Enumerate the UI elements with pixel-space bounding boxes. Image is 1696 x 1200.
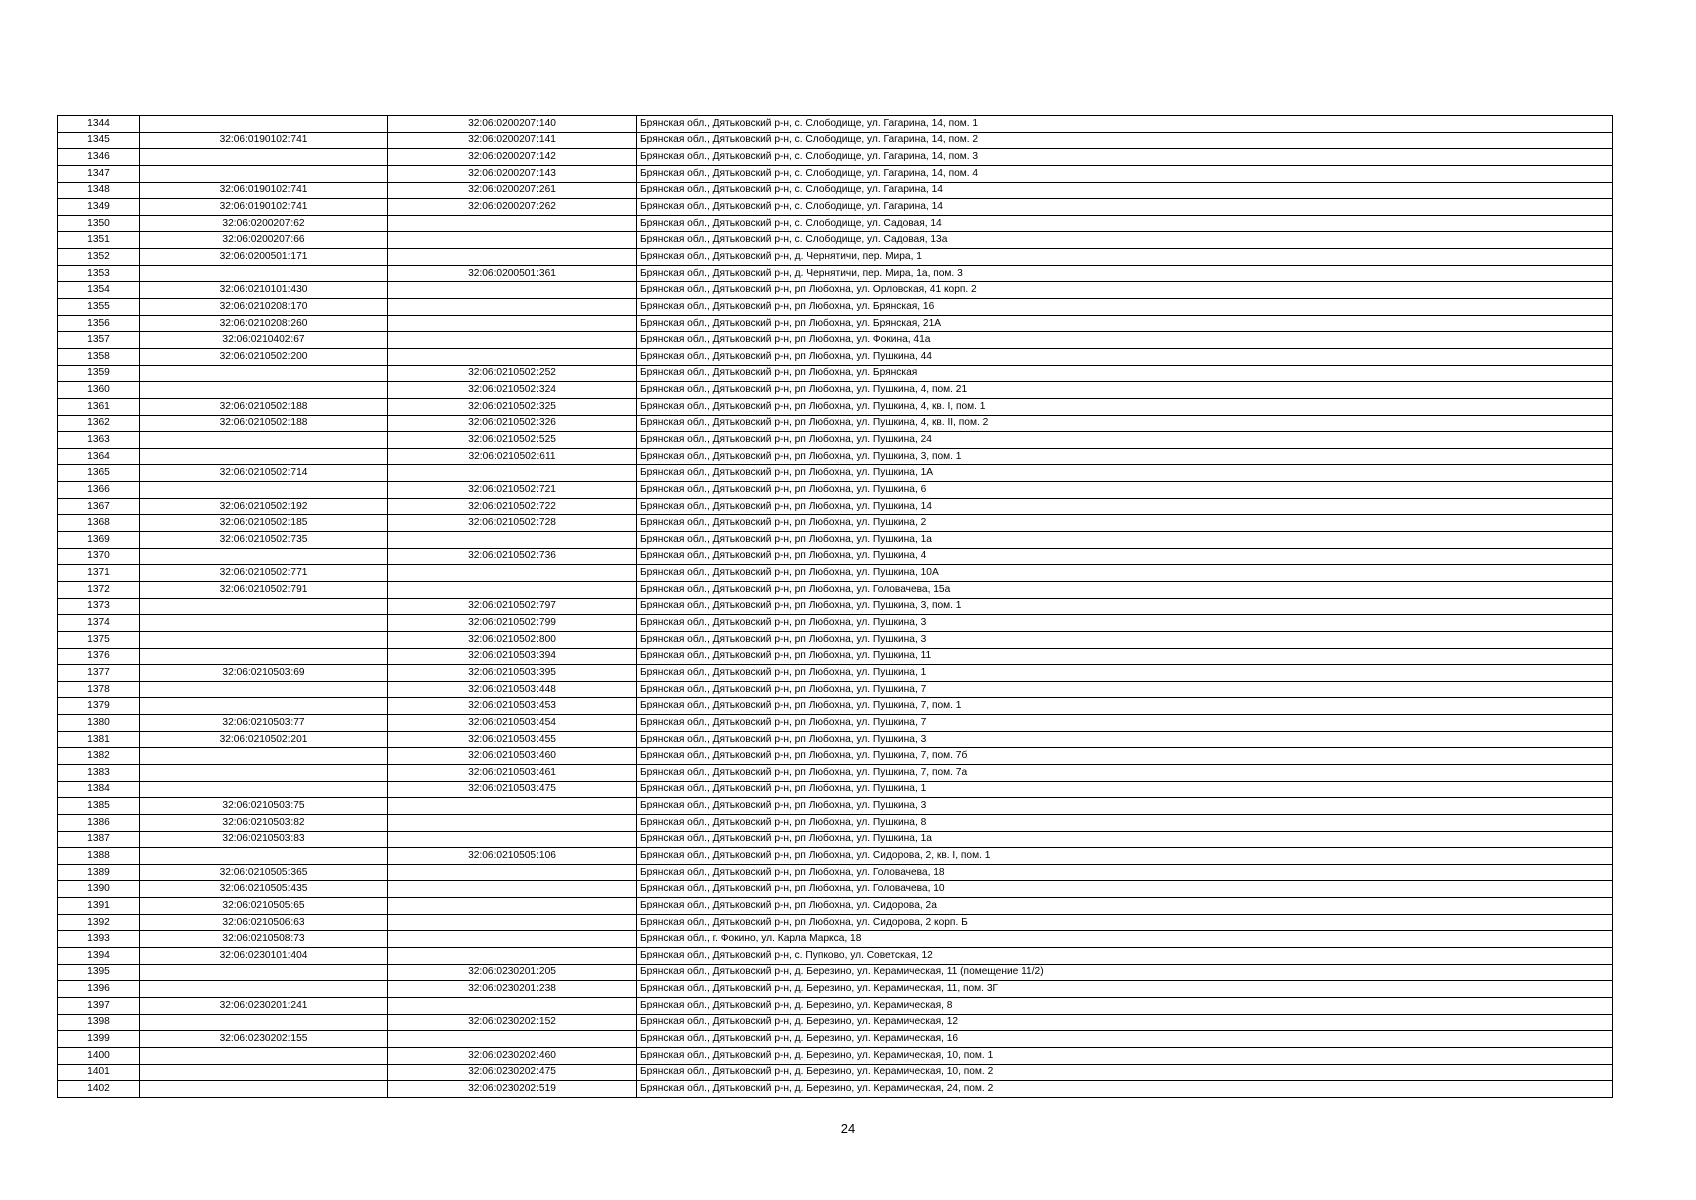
cadastral-number-2-cell: 32:06:0210502:252 xyxy=(388,365,637,382)
address-cell: Брянская обл., Дятьковский р-н, с. Пупково, ул. Советская, 12 xyxy=(637,948,1613,965)
cadastral-number-1-cell: 32:06:0210503:82 xyxy=(140,814,388,831)
cadastral-number-1-cell: 32:06:0210101:430 xyxy=(140,282,388,299)
table-row xyxy=(58,448,1613,465)
cadastral-number-1-cell: 32:06:0210502:188 xyxy=(140,415,388,432)
address-cell: Брянская обл., Дятьковский р-н, рп Любохна, ул. Пушкина, 14 xyxy=(637,498,1613,515)
address-cell: Брянская обл., Дятьковский р-н, с. Слободище, ул. Гагарина, 14, пом. 2 xyxy=(637,132,1613,149)
table-row xyxy=(58,648,1613,665)
cadastral-number-1-cell: 32:06:0210502:188 xyxy=(140,398,388,415)
cadastral-number-2-cell: 32:06:0210502:722 xyxy=(388,498,637,515)
row-number-cell: 1347 xyxy=(58,165,140,182)
cadastral-number-2-cell: 32:06:0210502:326 xyxy=(388,415,637,432)
row-number-cell: 1399 xyxy=(58,1031,140,1048)
row-number-cell: 1367 xyxy=(58,498,140,515)
row-number-cell: 1396 xyxy=(58,981,140,998)
cadastral-number-2-cell: 32:06:0210503:394 xyxy=(388,648,637,665)
address-cell: Брянская обл., Дятьковский р-н, с. Слободище, ул. Садовая, 14 xyxy=(637,215,1613,232)
cadastral-number-2-cell: 32:06:0210502:721 xyxy=(388,482,637,499)
cadastral-number-1-cell: 32:06:0210402:67 xyxy=(140,332,388,349)
cadastral-number-1-cell xyxy=(140,598,388,615)
cadastral-number-1-cell xyxy=(140,615,388,632)
cadastral-number-1-cell: 32:06:0210208:170 xyxy=(140,299,388,316)
table-row xyxy=(58,1081,1613,1098)
cadastral-number-2-cell: 32:06:0210502:325 xyxy=(388,398,637,415)
row-number-cell: 1369 xyxy=(58,532,140,549)
table-row xyxy=(58,332,1613,349)
row-number-cell: 1375 xyxy=(58,631,140,648)
cadastral-number-1-cell: 32:06:0210508:73 xyxy=(140,931,388,948)
cadastral-number-1-cell: 32:06:0190102:741 xyxy=(140,199,388,216)
cadastral-number-1-cell xyxy=(140,764,388,781)
row-number-cell: 1349 xyxy=(58,199,140,216)
cadastral-number-1-cell: 32:06:0190102:741 xyxy=(140,132,388,149)
row-number-cell: 1350 xyxy=(58,215,140,232)
cadastral-number-2-cell xyxy=(388,282,637,299)
address-cell: Брянская обл., Дятьковский р-н, рп Любохна, ул. Пушкина, 2 xyxy=(637,515,1613,532)
address-cell: Брянская обл., Дятьковский р-н, рп Любохна, ул. Головачева, 18 xyxy=(637,864,1613,881)
address-cell: Брянская обл., Дятьковский р-н, д. Березино, ул. Керамическая, 11 (помещение 11/2) xyxy=(637,964,1613,981)
address-cell: Брянская обл., Дятьковский р-н, рп Любохна, ул. Пушкина, 1 xyxy=(637,781,1613,798)
table-row xyxy=(58,565,1613,582)
cadastral-number-2-cell: 32:06:0210503:454 xyxy=(388,715,637,732)
table-row xyxy=(58,615,1613,632)
table-row xyxy=(58,265,1613,282)
registry-table-body xyxy=(58,116,1613,1098)
address-cell: Брянская обл., Дятьковский р-н, рп Любохна, ул. Пушкина, 8 xyxy=(637,814,1613,831)
cadastral-number-2-cell xyxy=(388,532,637,549)
cadastral-number-2-cell: 32:06:0210503:455 xyxy=(388,731,637,748)
table-row xyxy=(58,1064,1613,1081)
address-cell: Брянская обл., Дятьковский р-н, рп Любохна, ул. Пушкина, 4, кв. I, пом. 1 xyxy=(637,398,1613,415)
address-cell: Брянская обл., Дятьковский р-н, рп Любохна, ул. Пушкина, 3, пом. 1 xyxy=(637,448,1613,465)
table-row xyxy=(58,116,1613,133)
cadastral-number-1-cell xyxy=(140,648,388,665)
address-cell: Брянская обл., Дятьковский р-н, рп Любохна, ул. Пушкина, 44 xyxy=(637,348,1613,365)
address-cell: Брянская обл., Дятьковский р-н, рп Любохна, ул. Сидорова, 2а xyxy=(637,898,1613,915)
cadastral-number-1-cell xyxy=(140,116,388,133)
address-cell: Брянская обл., Дятьковский р-н, рп Любохна, ул. Пушкина, 7 xyxy=(637,715,1613,732)
row-number-cell: 1393 xyxy=(58,931,140,948)
table-row xyxy=(58,831,1613,848)
row-number-cell: 1370 xyxy=(58,548,140,565)
row-number-cell: 1373 xyxy=(58,598,140,615)
cadastral-number-2-cell xyxy=(388,881,637,898)
cadastral-number-1-cell xyxy=(140,631,388,648)
cadastral-number-2-cell: 32:06:0230202:519 xyxy=(388,1081,637,1098)
cadastral-number-1-cell xyxy=(140,482,388,499)
table-row xyxy=(58,848,1613,865)
row-number-cell: 1356 xyxy=(58,315,140,332)
table-row xyxy=(58,781,1613,798)
table-row xyxy=(58,132,1613,149)
table-row xyxy=(58,981,1613,998)
cadastral-number-2-cell: 32:06:0210503:460 xyxy=(388,748,637,765)
address-cell: Брянская обл., Дятьковский р-н, рп Любохна, ул. Брянская xyxy=(637,365,1613,382)
address-cell: Брянская обл., Дятьковский р-н, рп Любохна, ул. Пушкина, 6 xyxy=(637,482,1613,499)
cadastral-number-2-cell xyxy=(388,831,637,848)
cadastral-number-2-cell: 32:06:0210503:461 xyxy=(388,764,637,781)
cadastral-number-2-cell: 32:06:0210505:106 xyxy=(388,848,637,865)
row-number-cell: 1361 xyxy=(58,398,140,415)
cadastral-number-1-cell: 32:06:0210503:77 xyxy=(140,715,388,732)
address-cell: Брянская обл., Дятьковский р-н, рп Любохна, ул. Пушкина, 4, кв. II, пом. 2 xyxy=(637,415,1613,432)
page-number: 24 xyxy=(840,1121,856,1136)
address-cell: Брянская обл., Дятьковский р-н, рп Любохна, ул. Пушкина, 10А xyxy=(637,565,1613,582)
cadastral-number-2-cell xyxy=(388,465,637,482)
row-number-cell: 1381 xyxy=(58,731,140,748)
cadastral-number-2-cell xyxy=(388,814,637,831)
table-row xyxy=(58,232,1613,249)
address-cell: Брянская обл., Дятьковский р-н, с. Слободище, ул. Садовая, 13а xyxy=(637,232,1613,249)
table-row xyxy=(58,898,1613,915)
row-number-cell: 1378 xyxy=(58,681,140,698)
cadastral-number-2-cell xyxy=(388,332,637,349)
address-cell: Брянская обл., Дятьковский р-н, д. Березино, ул. Керамическая, 10, пом. 1 xyxy=(637,1047,1613,1064)
cadastral-number-1-cell xyxy=(140,781,388,798)
cadastral-number-1-cell: 32:06:0210502:185 xyxy=(140,515,388,532)
cadastral-number-1-cell xyxy=(140,748,388,765)
row-number-cell: 1386 xyxy=(58,814,140,831)
table-row xyxy=(58,398,1613,415)
address-cell: Брянская обл., Дятьковский р-н, д. Березино, ул. Керамическая, 12 xyxy=(637,1014,1613,1031)
table-row xyxy=(58,581,1613,598)
table-row xyxy=(58,631,1613,648)
row-number-cell: 1385 xyxy=(58,798,140,815)
address-cell: Брянская обл., Дятьковский р-н, д. Чернятичи, пер. Мира, 1а, пом. 3 xyxy=(637,265,1613,282)
row-number-cell: 1354 xyxy=(58,282,140,299)
cadastral-number-1-cell xyxy=(140,548,388,565)
row-number-cell: 1355 xyxy=(58,299,140,316)
table-row xyxy=(58,299,1613,316)
address-cell: Брянская обл., Дятьковский р-н, д. Березино, ул. Керамическая, 10, пом. 2 xyxy=(637,1064,1613,1081)
table-row xyxy=(58,948,1613,965)
row-number-cell: 1358 xyxy=(58,348,140,365)
row-number-cell: 1379 xyxy=(58,698,140,715)
address-cell: Брянская обл., Дятьковский р-н, рп Любохна, ул. Брянская, 21А xyxy=(637,315,1613,332)
table-row xyxy=(58,282,1613,299)
row-number-cell: 1392 xyxy=(58,914,140,931)
cadastral-number-2-cell xyxy=(388,864,637,881)
table-row xyxy=(58,1014,1613,1031)
cadastral-number-2-cell: 32:06:0210503:395 xyxy=(388,665,637,682)
table-row xyxy=(58,548,1613,565)
address-cell: Брянская обл., Дятьковский р-н, рп Любохна, ул. Пушкина, 3 xyxy=(637,798,1613,815)
cadastral-number-2-cell xyxy=(388,798,637,815)
table-row xyxy=(58,731,1613,748)
table-row xyxy=(58,698,1613,715)
cadastral-number-2-cell: 32:06:0210503:453 xyxy=(388,698,637,715)
table-row xyxy=(58,149,1613,166)
cadastral-number-1-cell xyxy=(140,149,388,166)
cadastral-number-1-cell: 32:06:0210505:365 xyxy=(140,864,388,881)
table-row xyxy=(58,764,1613,781)
cadastral-number-2-cell xyxy=(388,249,637,266)
cadastral-number-1-cell xyxy=(140,698,388,715)
row-number-cell: 1346 xyxy=(58,149,140,166)
row-number-cell: 1383 xyxy=(58,764,140,781)
row-number-cell: 1382 xyxy=(58,748,140,765)
address-cell: Брянская обл., Дятьковский р-н, д. Березино, ул. Керамическая, 8 xyxy=(637,997,1613,1014)
cadastral-number-2-cell xyxy=(388,581,637,598)
cadastral-number-1-cell: 32:06:0200501:171 xyxy=(140,249,388,266)
row-number-cell: 1394 xyxy=(58,948,140,965)
address-cell: Брянская обл., Дятьковский р-н, рп Любохна, ул. Сидорова, 2, кв. I, пом. 1 xyxy=(637,848,1613,865)
address-cell: Брянская обл., Дятьковский р-н, рп Любохна, ул. Пушкина, 1а xyxy=(637,532,1613,549)
table-row xyxy=(58,165,1613,182)
address-cell: Брянская обл., Дятьковский р-н, с. Слободище, ул. Гагарина, 14, пом. 1 xyxy=(637,116,1613,133)
row-number-cell: 1401 xyxy=(58,1064,140,1081)
cadastral-number-1-cell: 32:06:0210502:714 xyxy=(140,465,388,482)
cadastral-number-2-cell xyxy=(388,931,637,948)
row-number-cell: 1366 xyxy=(58,482,140,499)
cadastral-number-2-cell: 32:06:0230201:205 xyxy=(388,964,637,981)
cadastral-number-2-cell: 32:06:0210502:728 xyxy=(388,515,637,532)
cadastral-number-1-cell xyxy=(140,1081,388,1098)
cadastral-number-2-cell: 32:06:0230201:238 xyxy=(388,981,637,998)
address-cell: Брянская обл., Дятьковский р-н, рп Любохна, ул. Пушкина, 7, пом. 1 xyxy=(637,698,1613,715)
cadastral-number-1-cell xyxy=(140,848,388,865)
row-number-cell: 1376 xyxy=(58,648,140,665)
row-number-cell: 1363 xyxy=(58,432,140,449)
address-cell: Брянская обл., Дятьковский р-н, рп Любохна, ул. Пушкина, 4 xyxy=(637,548,1613,565)
table-row xyxy=(58,482,1613,499)
cadastral-number-2-cell: 32:06:0210502:736 xyxy=(388,548,637,565)
cadastral-number-1-cell xyxy=(140,265,388,282)
cadastral-number-2-cell: 32:06:0230202:475 xyxy=(388,1064,637,1081)
cadastral-number-2-cell: 32:06:0210503:448 xyxy=(388,681,637,698)
row-number-cell: 1365 xyxy=(58,465,140,482)
address-cell: Брянская обл., Дятьковский р-н, д. Березино, ул. Керамическая, 24, пом. 2 xyxy=(637,1081,1613,1098)
cadastral-number-2-cell xyxy=(388,1031,637,1048)
cadastral-number-2-cell: 32:06:0230202:152 xyxy=(388,1014,637,1031)
table-row xyxy=(58,415,1613,432)
table-row xyxy=(58,681,1613,698)
cadastral-number-2-cell xyxy=(388,315,637,332)
cadastral-number-1-cell xyxy=(140,1064,388,1081)
address-cell: Брянская обл., Дятьковский р-н, с. Слободище, ул. Гагарина, 14 xyxy=(637,199,1613,216)
table-row xyxy=(58,931,1613,948)
cadastral-number-2-cell: 32:06:0210502:611 xyxy=(388,448,637,465)
row-number-cell: 1391 xyxy=(58,898,140,915)
address-cell: Брянская обл., Дятьковский р-н, рп Любохна, ул. Пушкина, 3 xyxy=(637,615,1613,632)
cadastral-number-2-cell: 32:06:0230202:460 xyxy=(388,1047,637,1064)
row-number-cell: 1359 xyxy=(58,365,140,382)
address-cell: Брянская обл., Дятьковский р-н, рп Любохна, ул. Пушкина, 3 xyxy=(637,631,1613,648)
cadastral-number-2-cell: 32:06:0200207:261 xyxy=(388,182,637,199)
cadastral-number-1-cell: 32:06:0210502:771 xyxy=(140,565,388,582)
row-number-cell: 1372 xyxy=(58,581,140,598)
cadastral-number-2-cell xyxy=(388,299,637,316)
table-row xyxy=(58,182,1613,199)
cadastral-number-1-cell: 32:06:0210502:192 xyxy=(140,498,388,515)
row-number-cell: 1380 xyxy=(58,715,140,732)
row-number-cell: 1344 xyxy=(58,116,140,133)
cadastral-number-1-cell: 32:06:0210503:75 xyxy=(140,798,388,815)
table-row xyxy=(58,997,1613,1014)
table-row xyxy=(58,432,1613,449)
cadastral-number-2-cell xyxy=(388,232,637,249)
table-row xyxy=(58,1047,1613,1064)
address-cell: Брянская обл., Дятьковский р-н, рп Любохна, ул. Пушкина, 24 xyxy=(637,432,1613,449)
row-number-cell: 1395 xyxy=(58,964,140,981)
table-row xyxy=(58,249,1613,266)
address-cell: Брянская обл., Дятьковский р-н, рп Любохна, ул. Фокина, 41а xyxy=(637,332,1613,349)
address-cell: Брянская обл., Дятьковский р-н, рп Любохна, ул. Орловская, 41 корп. 2 xyxy=(637,282,1613,299)
address-cell: Брянская обл., Дятьковский р-н, рп Любохна, ул. Пушкина, 4, пом. 21 xyxy=(637,382,1613,399)
row-number-cell: 1360 xyxy=(58,382,140,399)
cadastral-number-2-cell: 32:06:0200207:142 xyxy=(388,149,637,166)
row-number-cell: 1374 xyxy=(58,615,140,632)
row-number-cell: 1377 xyxy=(58,665,140,682)
table-row xyxy=(58,964,1613,981)
table-row xyxy=(58,215,1613,232)
cadastral-number-1-cell xyxy=(140,964,388,981)
row-number-cell: 1371 xyxy=(58,565,140,582)
cadastral-number-1-cell: 32:06:0210503:83 xyxy=(140,831,388,848)
table-row xyxy=(58,715,1613,732)
cadastral-number-1-cell xyxy=(140,165,388,182)
address-cell: Брянская обл., Дятьковский р-н, рп Любохна, ул. Пушкина, 1 xyxy=(637,665,1613,682)
cadastral-number-1-cell: 32:06:0210503:69 xyxy=(140,665,388,682)
row-number-cell: 1387 xyxy=(58,831,140,848)
cadastral-number-2-cell: 32:06:0200207:262 xyxy=(388,199,637,216)
cadastral-number-2-cell: 32:06:0200207:140 xyxy=(388,116,637,133)
row-number-cell: 1357 xyxy=(58,332,140,349)
cadastral-number-1-cell: 32:06:0230202:155 xyxy=(140,1031,388,1048)
table-row xyxy=(58,881,1613,898)
cadastral-number-2-cell xyxy=(388,898,637,915)
address-cell: Брянская обл., Дятьковский р-н, рп Любохна, ул. Головачева, 15а xyxy=(637,581,1613,598)
address-cell: Брянская обл., Дятьковский р-н, рп Любохна, ул. Пушкина, 1а xyxy=(637,831,1613,848)
table-row xyxy=(58,598,1613,615)
cadastral-number-2-cell: 32:06:0210502:799 xyxy=(388,615,637,632)
cadastral-number-1-cell: 32:06:0200207:66 xyxy=(140,232,388,249)
table-row xyxy=(58,365,1613,382)
cadastral-number-1-cell: 32:06:0210502:735 xyxy=(140,532,388,549)
cadastral-number-2-cell: 32:06:0210502:324 xyxy=(388,382,637,399)
table-row xyxy=(58,465,1613,482)
cadastral-number-1-cell: 32:06:0210502:791 xyxy=(140,581,388,598)
cadastral-number-2-cell: 32:06:0200207:141 xyxy=(388,132,637,149)
address-cell: Брянская обл., Дятьковский р-н, рп Любохна, ул. Пушкина, 1А xyxy=(637,465,1613,482)
address-cell: Брянская обл., Дятьковский р-н, д. Березино, ул. Керамическая, 11, пом. 3Г xyxy=(637,981,1613,998)
address-cell: Брянская обл., г. Фокино, ул. Карла Маркса, 18 xyxy=(637,931,1613,948)
address-cell: Брянская обл., Дятьковский р-н, с. Слободище, ул. Гагарина, 14, пом. 4 xyxy=(637,165,1613,182)
row-number-cell: 1388 xyxy=(58,848,140,865)
cadastral-number-2-cell xyxy=(388,914,637,931)
table-row xyxy=(58,914,1613,931)
address-cell: Брянская обл., Дятьковский р-н, с. Слободище, ул. Гагарина, 14, пом. 3 xyxy=(637,149,1613,166)
table-row xyxy=(58,498,1613,515)
table-row xyxy=(58,864,1613,881)
row-number-cell: 1353 xyxy=(58,265,140,282)
cadastral-number-1-cell xyxy=(140,432,388,449)
cadastral-number-2-cell: 32:06:0210502:800 xyxy=(388,631,637,648)
row-number-cell: 1400 xyxy=(58,1047,140,1064)
table-row xyxy=(58,382,1613,399)
address-cell: Брянская обл., Дятьковский р-н, с. Слободище, ул. Гагарина, 14 xyxy=(637,182,1613,199)
cadastral-number-1-cell: 32:06:0210506:63 xyxy=(140,914,388,931)
cadastral-number-2-cell: 32:06:0210502:525 xyxy=(388,432,637,449)
cadastral-number-1-cell: 32:06:0210502:201 xyxy=(140,731,388,748)
table-row xyxy=(58,1031,1613,1048)
table-row xyxy=(58,348,1613,365)
address-cell: Брянская обл., Дятьковский р-н, рп Любохна, ул. Пушкина, 3, пом. 1 xyxy=(637,598,1613,615)
row-number-cell: 1368 xyxy=(58,515,140,532)
address-cell: Брянская обл., Дятьковский р-н, рп Любохна, ул. Пушкина, 11 xyxy=(637,648,1613,665)
cadastral-number-1-cell: 32:06:0210502:200 xyxy=(140,348,388,365)
cadastral-number-1-cell: 32:06:0200207:62 xyxy=(140,215,388,232)
cadastral-number-1-cell xyxy=(140,365,388,382)
cadastral-number-1-cell: 32:06:0210505:65 xyxy=(140,898,388,915)
cadastral-number-1-cell xyxy=(140,382,388,399)
row-number-cell: 1402 xyxy=(58,1081,140,1098)
address-cell: Брянская обл., Дятьковский р-н, рп Любохна, ул. Головачева, 10 xyxy=(637,881,1613,898)
address-cell: Брянская обл., Дятьковский р-н, д. Чернятичи, пер. Мира, 1 xyxy=(637,249,1613,266)
table-row xyxy=(58,798,1613,815)
row-number-cell: 1352 xyxy=(58,249,140,266)
row-number-cell: 1364 xyxy=(58,448,140,465)
table-row xyxy=(58,532,1613,549)
cadastral-number-1-cell xyxy=(140,981,388,998)
cadastral-number-2-cell xyxy=(388,215,637,232)
row-number-cell: 1362 xyxy=(58,415,140,432)
table-row xyxy=(58,665,1613,682)
cadastral-number-2-cell xyxy=(388,565,637,582)
cadastral-number-1-cell: 32:06:0230101:404 xyxy=(140,948,388,965)
cadastral-number-2-cell xyxy=(388,948,637,965)
cadastral-number-2-cell xyxy=(388,348,637,365)
address-cell: Брянская обл., Дятьковский р-н, рп Любохна, ул. Брянская, 16 xyxy=(637,299,1613,316)
row-number-cell: 1384 xyxy=(58,781,140,798)
cadastral-number-2-cell: 32:06:0200501:361 xyxy=(388,265,637,282)
address-cell: Брянская обл., Дятьковский р-н, рп Любохна, ул. Пушкина, 3 xyxy=(637,731,1613,748)
cadastral-number-1-cell: 32:06:0190102:741 xyxy=(140,182,388,199)
cadastral-number-2-cell xyxy=(388,997,637,1014)
cadastral-number-1-cell xyxy=(140,448,388,465)
address-cell: Брянская обл., Дятьковский р-н, рп Любохна, ул. Пушкина, 7, пом. 7а xyxy=(637,764,1613,781)
row-number-cell: 1351 xyxy=(58,232,140,249)
address-cell: Брянская обл., Дятьковский р-н, д. Березино, ул. Керамическая, 16 xyxy=(637,1031,1613,1048)
cadastral-number-1-cell: 32:06:0210208:260 xyxy=(140,315,388,332)
cadastral-number-1-cell xyxy=(140,1014,388,1031)
table-row xyxy=(58,814,1613,831)
table-row xyxy=(58,515,1613,532)
row-number-cell: 1348 xyxy=(58,182,140,199)
address-cell: Брянская обл., Дятьковский р-н, рп Любохна, ул. Сидорова, 2 корп. Б xyxy=(637,914,1613,931)
address-cell: Брянская обл., Дятьковский р-н, рп Любохна, ул. Пушкина, 7, пом. 7б xyxy=(637,748,1613,765)
cadastral-number-2-cell: 32:06:0200207:143 xyxy=(388,165,637,182)
cadastral-number-1-cell: 32:06:0210505:435 xyxy=(140,881,388,898)
property-registry-table xyxy=(57,115,1613,1098)
row-number-cell: 1390 xyxy=(58,881,140,898)
row-number-cell: 1389 xyxy=(58,864,140,881)
row-number-cell: 1398 xyxy=(58,1014,140,1031)
cadastral-number-2-cell: 32:06:0210503:475 xyxy=(388,781,637,798)
cadastral-number-1-cell xyxy=(140,681,388,698)
table-row xyxy=(58,199,1613,216)
row-number-cell: 1397 xyxy=(58,997,140,1014)
table-row xyxy=(58,748,1613,765)
table-row xyxy=(58,315,1613,332)
address-cell: Брянская обл., Дятьковский р-н, рп Любохна, ул. Пушкина, 7 xyxy=(637,681,1613,698)
row-number-cell: 1345 xyxy=(58,132,140,149)
cadastral-number-2-cell: 32:06:0210502:797 xyxy=(388,598,637,615)
cadastral-number-1-cell xyxy=(140,1047,388,1064)
cadastral-number-1-cell: 32:06:0230201:241 xyxy=(140,997,388,1014)
